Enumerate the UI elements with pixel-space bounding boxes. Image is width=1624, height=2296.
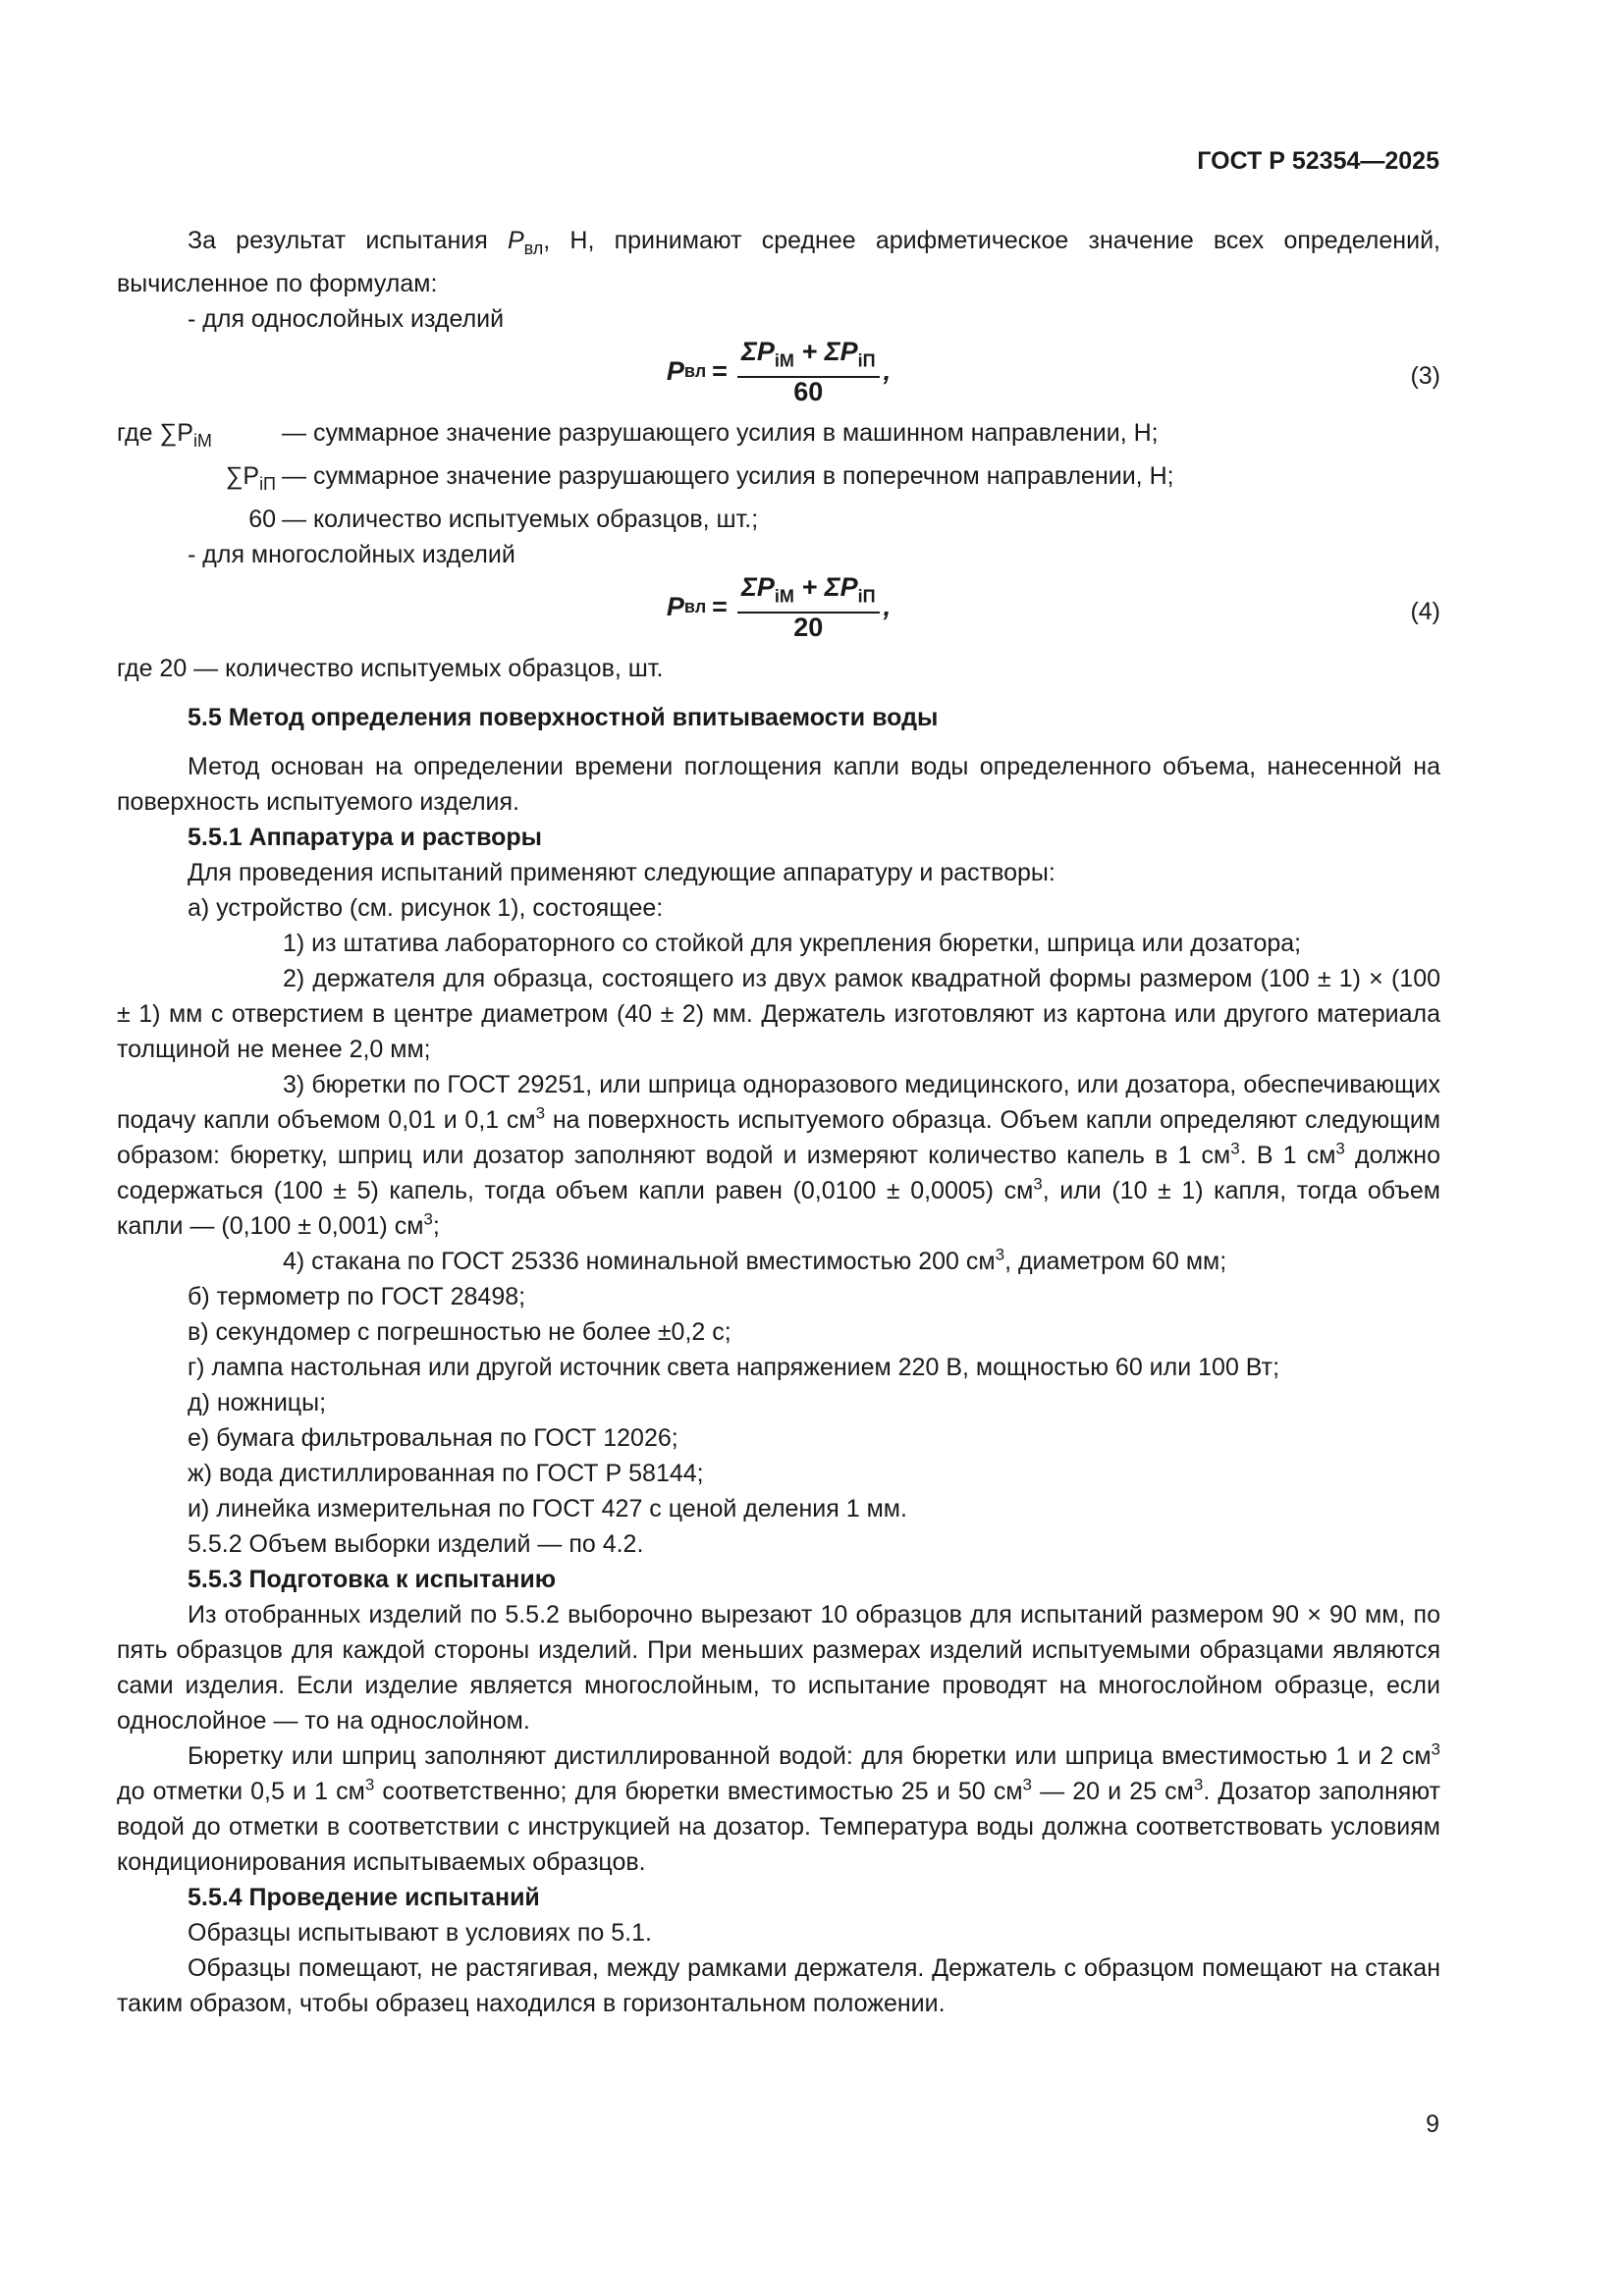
p2-part1: Бюретку или шприц заполняют дистиллированной водой: для бюретки или шприца вместимостью 1 и 2 см [188,1742,1432,1770]
intro-paragraph [117,223,1440,301]
a3-part3: . В 1 см [1239,1142,1336,1169]
a4-sup: 3 [995,1245,1005,1264]
where1-row3-text: — количество испытуемых образцов, шт.; [282,506,759,533]
formula4-num2: + ΣP [801,572,858,602]
section-5-5-1-intro: Для проведения испытаний применяют следующие аппаратуру и растворы: [188,859,1056,886]
formula4-comma: , [883,592,892,622]
where1-row3-symbol: 60 [248,506,276,533]
section-5-5-1-title: 5.5.1 Аппаратура и растворы [188,824,543,851]
p2-sup3: 3 [1022,1775,1032,1794]
formula3-num-sub1: iМ [774,350,794,371]
section-5-5-4-title: 5.5.4 Проведение испытаний [188,1884,540,1911]
section-5-5-4-paragraph-1: Образцы испытывают в условиях по 5.1. [188,1919,652,1947]
formula3-number: (3) [1410,362,1440,390]
a3-part4: должно содержаться (100 ± 5) капель, тогда объем капли равен (0,0100 ± 0,0005) см [117,1142,1440,1204]
section-5-5-paragraph: Метод основан на определении времени поглощения капли воды определенного объема, нанесенной на поверхность испытуемого изделия. [117,753,1440,816]
list-item-v: в) секундомер с погрешностью не более ±0,2 с; [188,1318,731,1346]
formula3-comma: , [883,356,892,387]
page-number: 9 [1426,2110,1439,2138]
list-item-a3 [117,1067,1440,1244]
document-body [117,223,1440,2021]
formula4-lhs-sub: вл [683,597,707,617]
list-item-e: е) бумага фильтровальная по ГОСТ 12026; [188,1424,678,1452]
a3-part5: , или (10 ± 1) капля, тогда объем капли — (0,100 ± 0,001) см [117,1177,1440,1240]
where1-row2-sub: iП [259,474,276,494]
formula3-num2: + ΣP [801,337,858,366]
intro-rest: , Н, принимают среднее арифметическое значение всех определений, вычисленное по формулам: [117,227,1440,297]
a3-sup4: 3 [1033,1174,1043,1194]
formula4-num-sub2: iП [857,586,876,607]
list-item-a4 [117,1244,1440,1279]
intro-p-symbol: P [507,227,524,254]
section-5-5-3-paragraph-1: Из отобранных изделий по 5.5.2 выборочно вырезают 10 образцов для испытаний размером 90 × 90 мм, по пять образцов для каждой стороны изделий. При меньших размерах изделий испытуемыми образцами являются сами изделия. Если изделие является многослойным, то испытание проводят на многослойном образце, если однослойное — то на однослойном. [117,1601,1440,1735]
a3-sup3: 3 [1335,1139,1345,1158]
a3-part1: 3) бюретки по ГОСТ 29251, или шприца одноразового медицинского, или дозатора, обеспечивающих подачу капли объемом 0,01 и 0,1 см [117,1071,1440,1134]
formula3-eq: = [712,356,728,387]
formula3-num-sub2: iП [857,350,876,371]
p2-sup4: 3 [1193,1775,1204,1794]
formula4-eq: = [712,592,728,622]
list-item-zh: ж) вода дистиллированная по ГОСТ Р 58144; [188,1460,704,1487]
a3-sup5: 3 [423,1209,433,1229]
list-item-a: а) устройство (см. рисунок 1), состоящее: [188,894,664,922]
formula4-num1: ΣP [740,572,775,602]
where1-row1-sub: iМ [192,431,212,451]
intro-p-sub: вл [523,239,544,258]
a3-part2: на поверхность испытуемого образца. Объем капли определяют следующим образом: бюретку, шприц или дозатор заполняют водой и измеряют количество капель в 1 см [117,1106,1441,1169]
section-5-5-3-title: 5.5.3 Подготовка к испытанию [188,1566,557,1593]
list-item-g: г) лампа настольная или другой источник света напряжением 220 В, мощностью 60 или 100 Вт; [188,1354,1280,1381]
a4-part1: 4) стакана по ГОСТ 25336 номинальной вместимостью 200 см [283,1248,996,1275]
section-5-5-4-paragraph-2: Образцы помещают, не растягивая, между рамками держателя. Держатель с образцом помещают на стакан таким образом, чтобы образец находился в горизонтальном положении. [117,1954,1440,2017]
formula3-lhs-sub: вл [683,361,707,382]
p2-sup2: 3 [364,1775,375,1794]
p2-part4: — 20 и 25 см [1031,1778,1194,1805]
section-5-5-title: 5.5 Метод определения поверхностной впитываемости воды [188,704,939,731]
a3-sup2: 3 [1230,1139,1240,1158]
where-block-2: где 20 — количество испытуемых образцов, шт. [117,655,664,682]
formula4-fraction [737,572,880,641]
p2-part2: до отметки 0,5 и 1 см [117,1778,365,1805]
a3-part6: ; [432,1212,440,1240]
formula3-lhs: P [666,356,684,387]
formula3-fraction [737,337,880,405]
p2-part3: соответственно; для бюретки вместимостью 25 и 50 см [374,1778,1023,1805]
formula4-lhs: P [666,592,684,622]
intro-start: За результат испытания [188,227,488,254]
list-item-a2: 2) держателя для образца, состоящего из двух рамок квадратной формы размером (100 ± 1) × (100 ± 1) мм с отверстием в центре диаметром (40 ± 2) мм. Держатель изготовляют из картона или другого материала толщиной не менее 2,0 мм; [117,965,1440,1063]
formula-4 [117,572,1440,651]
standard-header: ГОСТ Р 52354—2025 [1197,147,1439,175]
formula3-denominator: 60 [793,377,824,407]
single-layer-label: - для однослойных изделий [188,305,505,333]
p2-part5: . Дозатор заполняют водой до отметки в соответствии с инструкцией на дозатор. Температура воды должна соответствовать условиям кондиционирования испытываемых образцов. [117,1778,1440,1876]
list-item-b: б) термометр по ГОСТ 28498; [188,1283,526,1310]
section-5-5-2: 5.5.2 Объем выборки изделий — по 4.2. [188,1530,644,1558]
p2-sup1: 3 [1431,1739,1440,1759]
where1-row1-text: — суммарное значение разрушающего усилия в машинном направлении, Н; [282,419,1159,447]
formula4-denominator: 20 [793,613,824,643]
formula4-num-sub1: iМ [774,586,794,607]
where1-row2-text: — суммарное значение разрушающего усилия в поперечном направлении, Н; [282,462,1174,490]
list-item-a1: 1) из штатива лабораторного со стойкой для укрепления бюретки, шприца или дозатора; [283,930,1302,957]
formula-3 [117,337,1440,415]
a3-sup1: 3 [535,1103,546,1123]
list-item-d: д) ножницы; [188,1389,327,1416]
formula3-num1: ΣP [740,337,775,366]
a4-part2: , диаметром 60 мм; [1004,1248,1227,1275]
where1-row1-symbol: где ∑P [117,419,193,447]
formula4-number: (4) [1410,598,1440,625]
where1-row2-symbol: ∑P [225,462,260,490]
list-item-i: и) линейка измерительная по ГОСТ 427 с ценой деления 1 мм. [188,1495,907,1522]
where-block-1 [117,415,1440,537]
multi-layer-label: - для многослойных изделий [188,541,515,568]
section-5-5-3-paragraph-2 [117,1738,1440,1880]
